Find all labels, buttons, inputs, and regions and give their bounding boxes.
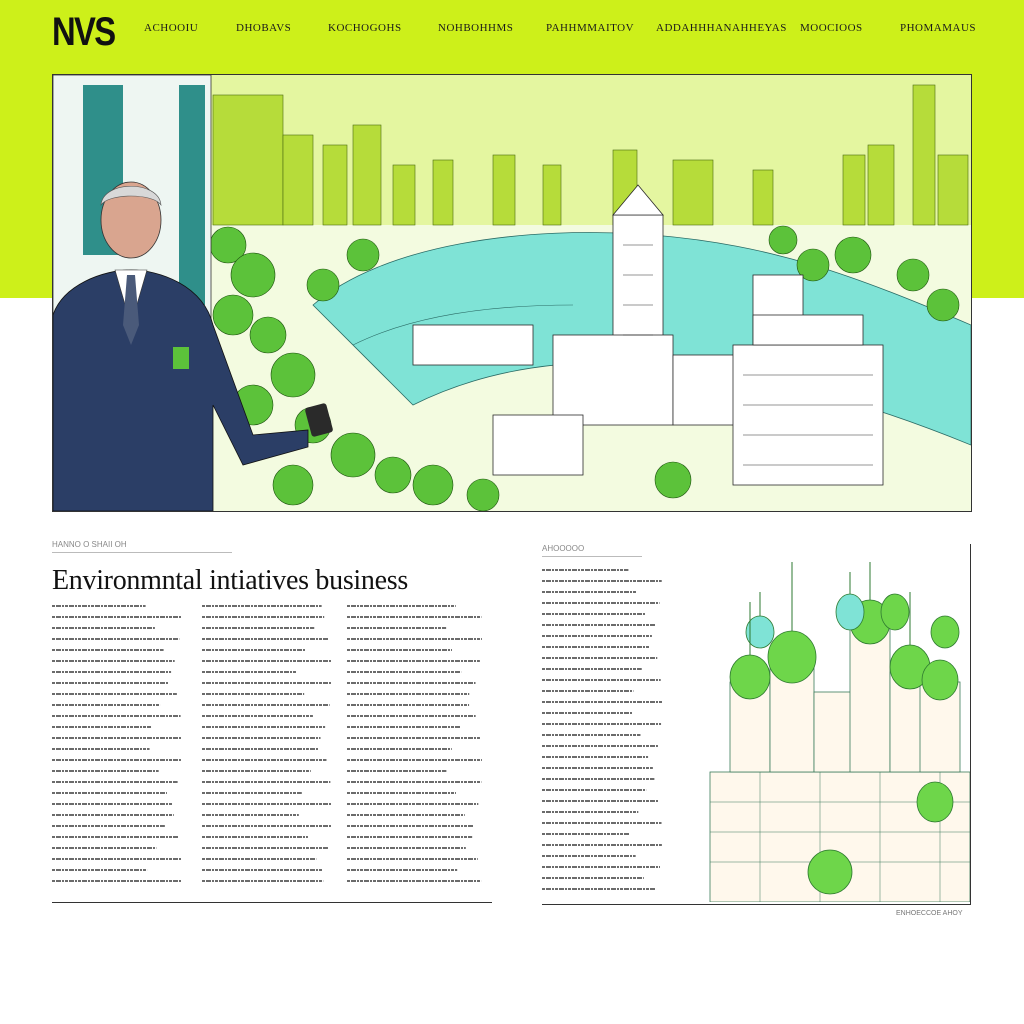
nav-item-3[interactable]: KOCHOGOHS <box>328 22 402 34</box>
side-article <box>542 544 971 905</box>
side-article-text <box>542 564 672 894</box>
nav-item-1[interactable]: ACHOOIU <box>144 22 199 34</box>
main-article <box>52 540 492 900</box>
article-body-text <box>52 600 492 900</box>
article-headline[interactable]: Environmntal intiatives business <box>52 565 408 596</box>
side-kicker: AHOOOOO <box>542 544 642 557</box>
article-bottom-rule <box>52 902 492 903</box>
article-kicker: HANNO O SHAII OH <box>52 540 232 553</box>
nav-item-8[interactable]: PHOMAMAUS <box>900 22 977 34</box>
nav-item-7[interactable]: MOOCIOOS <box>800 22 863 34</box>
nav-item-5[interactable]: PAHHMMAITOV <box>546 22 635 34</box>
image-caption: ENHOECCOE AHOY <box>896 910 963 917</box>
main-navigation <box>0 22 1024 42</box>
nav-item-6[interactable]: ADDAHHHANAHHEYAS <box>656 22 787 34</box>
cathedral-illustration[interactable] <box>700 552 970 902</box>
masthead <box>0 0 1024 64</box>
site-logo[interactable]: NVS <box>52 10 115 54</box>
hero-illustration[interactable] <box>52 74 972 512</box>
nav-item-4[interactable]: NOHBOHHMS <box>438 22 514 34</box>
nav-item-2[interactable]: DHOBAVS <box>236 22 292 34</box>
